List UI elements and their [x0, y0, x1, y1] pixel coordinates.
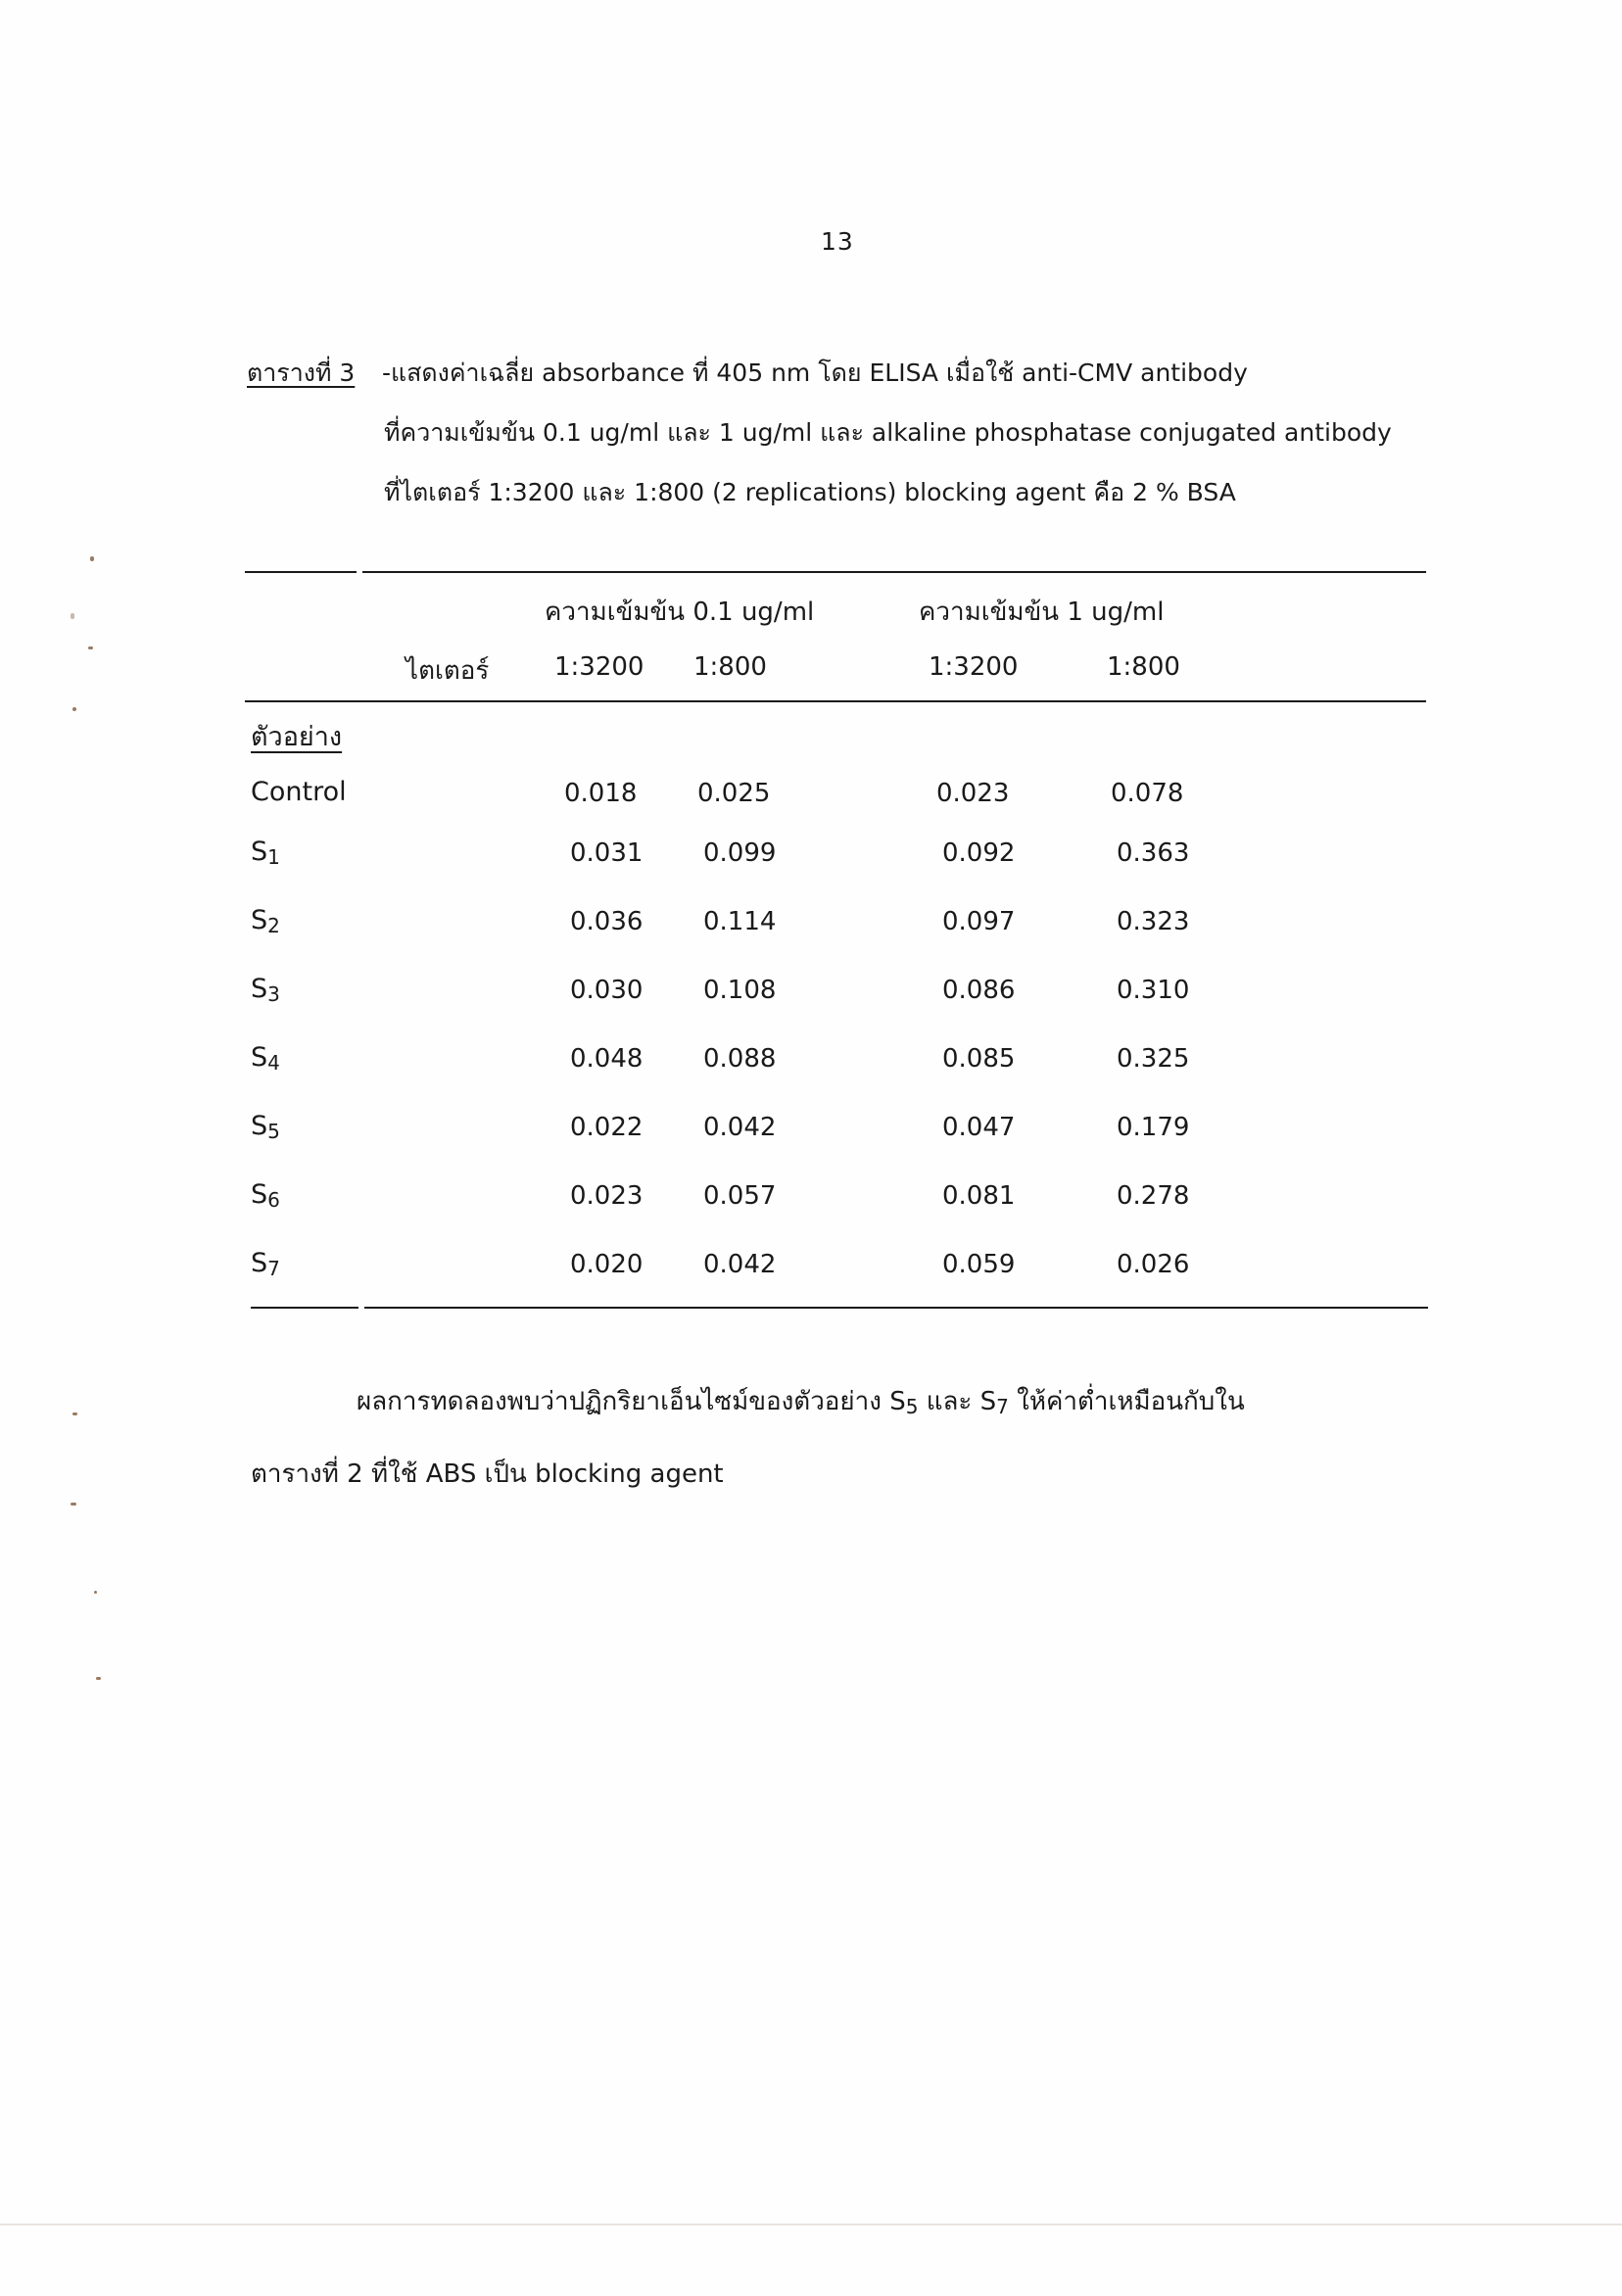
- sample-subscript: 6: [267, 1188, 280, 1212]
- table-cell: 0.088: [703, 1044, 777, 1074]
- table-cell: 0.081: [942, 1181, 1016, 1211]
- table-cell: 0.179: [1117, 1113, 1190, 1142]
- paragraph-text: ให้ค่าต่ำเหมือนกับใน: [1008, 1387, 1245, 1416]
- titer-label: ไตเตอร์: [406, 656, 490, 686]
- table-cell: 0.047: [942, 1113, 1016, 1142]
- table-bottom-rule: [364, 1307, 1428, 1309]
- table-bottom-rule: [251, 1307, 358, 1309]
- sample-name: S: [251, 905, 268, 935]
- table-top-rule: [362, 571, 1426, 573]
- result-paragraph-line: [357, 1381, 1245, 1421]
- table-top-rule: [245, 571, 357, 573]
- sample-subscript: 5: [267, 1120, 280, 1143]
- scan-speck: [94, 1591, 97, 1594]
- sample-label: [251, 974, 280, 1004]
- sample-label: [251, 777, 347, 807]
- table-cell: 0.018: [564, 779, 638, 808]
- table-cell: 0.114: [703, 907, 777, 936]
- table-cell: 0.325: [1117, 1044, 1190, 1074]
- table-caption-line: ที่ความเข้มข้น 0.1 ug/ml และ 1 ug/ml และ alkaline phosphatase conjugated antibody: [384, 418, 1392, 447]
- table-cell: 0.323: [1117, 907, 1190, 936]
- table-cell: 0.092: [942, 838, 1016, 868]
- subscript: 7: [996, 1395, 1009, 1418]
- sample-name: S: [251, 1042, 268, 1073]
- table-cell: 0.059: [942, 1250, 1016, 1279]
- sample-label: [251, 1179, 280, 1210]
- table-cell: 0.020: [570, 1250, 644, 1279]
- scan-edge: [0, 2224, 1622, 2225]
- table-cell: 0.085: [942, 1044, 1016, 1074]
- sample-subscript: 7: [267, 1257, 280, 1280]
- table-cell: 0.310: [1117, 976, 1190, 1005]
- sample-label: [251, 905, 280, 935]
- titer-column-header: 1:800: [1107, 652, 1180, 682]
- sample-subscript: 1: [267, 845, 280, 869]
- sample-subscript: 2: [267, 914, 280, 937]
- titer-column-header: 1:3200: [929, 652, 1019, 682]
- table-cell: 0.031: [570, 838, 644, 868]
- scan-speck: [88, 646, 93, 649]
- sample-label: [251, 1111, 280, 1141]
- sample-subscript: 4: [267, 1051, 280, 1075]
- group-header-1: ความเข้มข้น 1 ug/ml: [919, 598, 1165, 627]
- table-cell: 0.030: [570, 976, 644, 1005]
- sample-name: S: [251, 974, 268, 1004]
- table-caption-line: ที่ไตเตอร์ 1:3200 และ 1:800 (2 replications) blocking agent คือ 2 % BSA: [384, 478, 1236, 506]
- sample-name: S: [251, 1248, 268, 1278]
- table-cell: 0.086: [942, 976, 1016, 1005]
- scan-speck: [72, 1412, 77, 1415]
- table-caption-label: ตารางที่ 3: [247, 359, 356, 387]
- scan-speck: [90, 556, 94, 561]
- sample-name: Control: [251, 777, 347, 807]
- table-cell: 0.036: [570, 907, 644, 936]
- sample-name: S: [251, 1111, 268, 1141]
- sample-subscript: 3: [267, 982, 280, 1006]
- table-cell: 0.363: [1117, 838, 1190, 868]
- table-cell: 0.025: [697, 779, 771, 808]
- table-cell: 0.099: [703, 838, 777, 868]
- table-cell: 0.026: [1117, 1250, 1190, 1279]
- scan-speck: [96, 1677, 101, 1680]
- scan-speck: [72, 707, 76, 711]
- table-cell: 0.048: [570, 1044, 644, 1074]
- table-cell: 0.042: [703, 1250, 777, 1279]
- group-header-0-1: ความเข้มข้น 0.1 ug/ml: [545, 598, 815, 627]
- subscript: 5: [905, 1395, 919, 1418]
- sample-label: [251, 1042, 280, 1073]
- titer-column-header: 1:3200: [554, 652, 644, 682]
- scan-speck: [71, 613, 74, 619]
- sample-name: S: [251, 837, 268, 867]
- table-header-rule: [245, 700, 1426, 702]
- table-cell: 0.078: [1111, 779, 1184, 808]
- table-cell: 0.057: [703, 1181, 777, 1211]
- sample-label: [251, 1248, 280, 1278]
- sample-section-label: ตัวอย่าง: [251, 722, 343, 752]
- table-cell: 0.023: [936, 779, 1010, 808]
- titer-column-header: 1:800: [693, 652, 767, 682]
- table-cell: 0.097: [942, 907, 1016, 936]
- table-caption-line: -แสดงค่าเฉลี่ย absorbance ที่ 405 nm โดย ELISA เมื่อใช้ anti-CMV antibody: [382, 359, 1248, 387]
- table-cell: 0.042: [703, 1113, 777, 1142]
- paragraph-text: และ S: [918, 1387, 997, 1416]
- table-cell: 0.023: [570, 1181, 644, 1211]
- paragraph-text: ผลการทดลองพบว่าปฏิกริยาเอ็นไซม์ของตัวอย่าง S: [357, 1387, 906, 1416]
- table-cell: 0.022: [570, 1113, 644, 1142]
- page-number: 13: [821, 227, 854, 256]
- scan-speck: [71, 1503, 76, 1506]
- table-cell: 0.108: [703, 976, 777, 1005]
- sample-label: [251, 837, 280, 867]
- table-cell: 0.278: [1117, 1181, 1190, 1211]
- result-paragraph-line: ตารางที่ 2 ที่ใช้ ABS เป็น blocking agent: [251, 1459, 724, 1489]
- sample-name: S: [251, 1179, 268, 1210]
